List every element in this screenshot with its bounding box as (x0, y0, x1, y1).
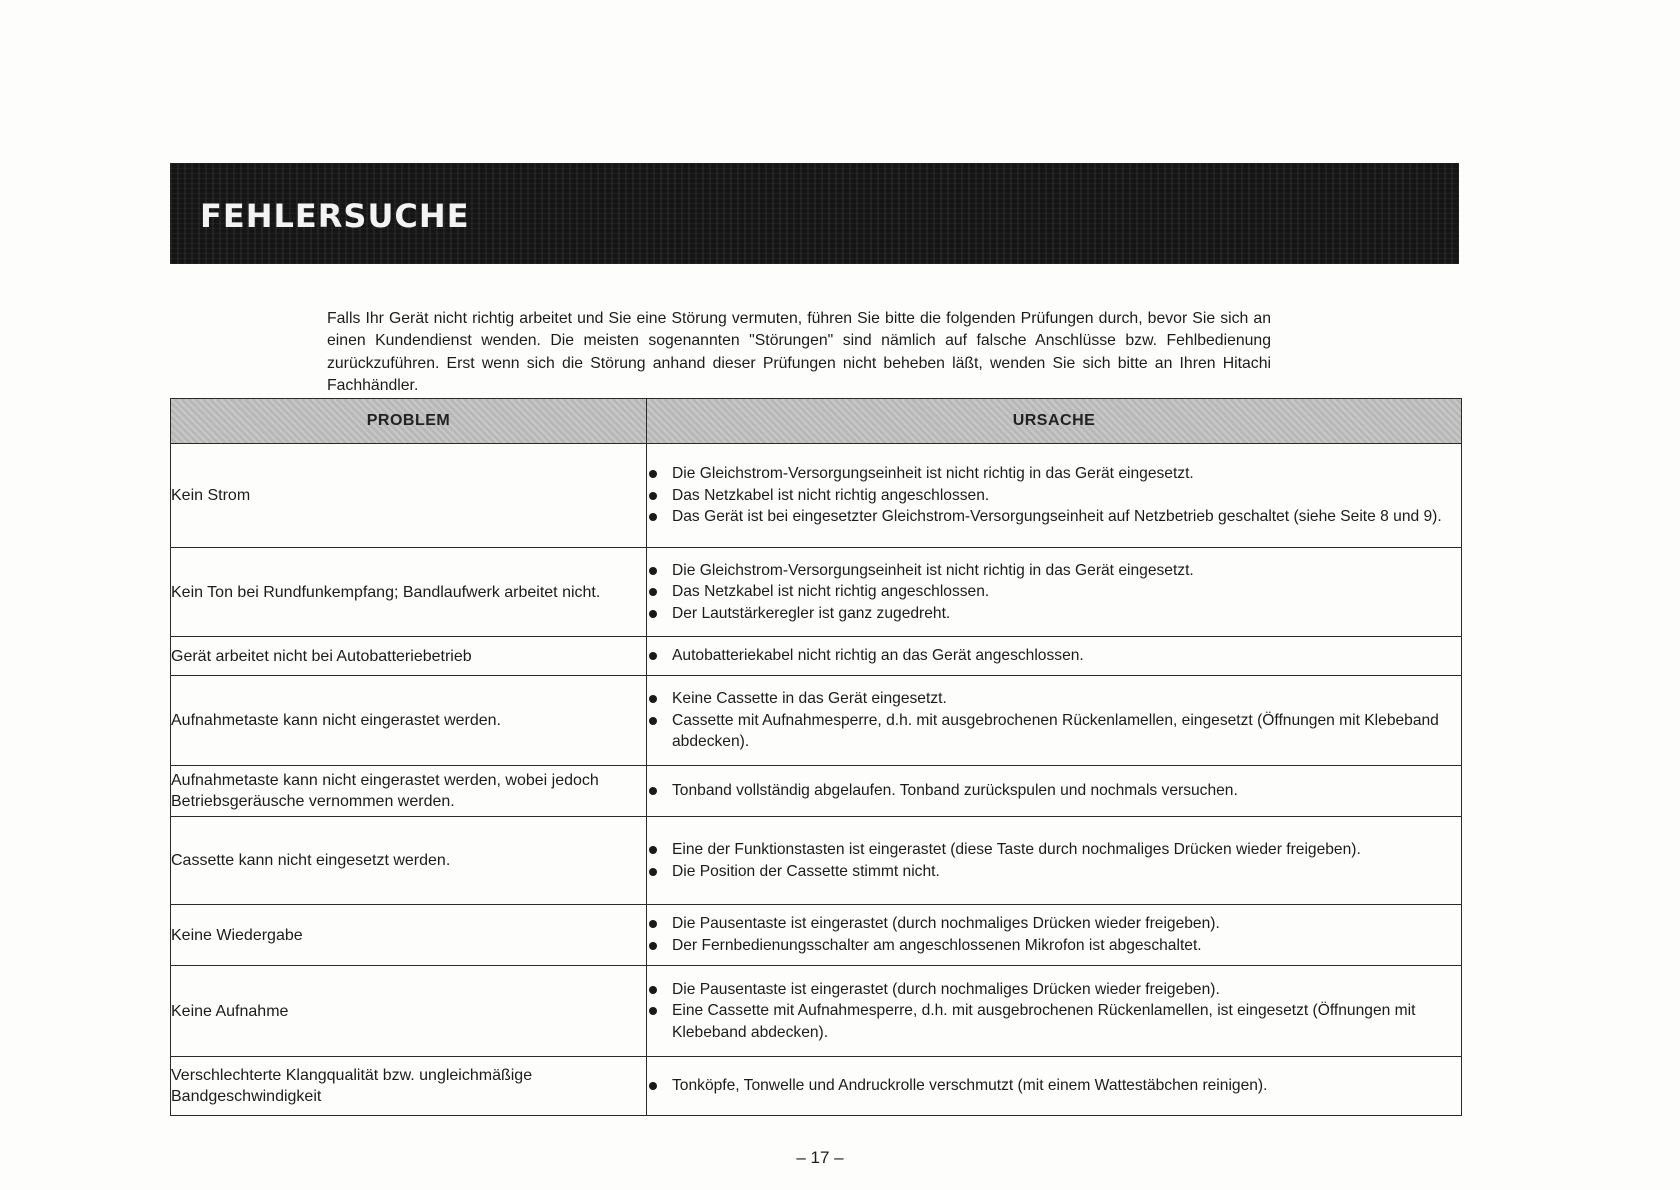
page-number: – 17 – (796, 1148, 844, 1167)
cause-item: Eine Cassette mit Aufnahmesperre, d.h. mit ausgebrochenen Rückenlamellen, ist eingesetzt (Öffnungen mit Klebeband abdecken). (647, 1000, 1461, 1043)
section-header-banner (170, 163, 1459, 264)
cause-item: Die Gleichstrom-Versorgungseinheit ist nicht richtig in das Gerät eingesetzt. (647, 463, 1461, 485)
cause-list (647, 839, 1461, 882)
cause-item: Die Gleichstrom-Versorgungseinheit ist nicht richtig in das Gerät eingesetzt. (647, 560, 1461, 582)
cause-cell (647, 1057, 1462, 1116)
cause-cell (647, 817, 1462, 905)
table-row (171, 1057, 1462, 1116)
cause-cell (647, 966, 1462, 1057)
problem-cell: Gerät arbeitet nicht bei Autobatteriebetrieb (171, 637, 647, 676)
table-row (171, 676, 1462, 766)
cause-item: Tonband vollständig abgelaufen. Tonband zurückspulen und nochmals versuchen. (647, 780, 1461, 802)
cause-item: Das Netzkabel ist nicht richtig angeschlossen. (647, 485, 1461, 507)
table-row (171, 766, 1462, 817)
problem-cell: Aufnahmetaste kann nicht eingerastet werden, wobei jedoch Betriebsgeräusche vernommen werden. (171, 766, 647, 817)
cause-list (647, 560, 1461, 625)
cause-list (647, 913, 1461, 956)
column-header-problem: PROBLEM (171, 399, 647, 444)
problem-cell: Keine Wiedergabe (171, 905, 647, 966)
cause-item: Die Pausentaste ist eingerastet (durch nochmaliges Drücken wieder freigeben). (647, 979, 1461, 1001)
cause-item: Keine Cassette in das Gerät eingesetzt. (647, 688, 1461, 710)
table-row (171, 966, 1462, 1057)
cause-item: Der Fernbedienungsschalter am angeschlossenen Mikrofon ist abgeschaltet. (647, 935, 1461, 957)
cause-cell (647, 548, 1462, 637)
troubleshooting-table (170, 398, 1462, 1116)
cause-list (647, 979, 1461, 1044)
problem-cell: Cassette kann nicht eingesetzt werden. (171, 817, 647, 905)
cause-item: Autobatteriekabel nicht richtig an das Gerät angeschlossen. (647, 645, 1461, 667)
cause-item: Der Lautstärkeregler ist ganz zugedreht. (647, 603, 1461, 625)
cause-item: Cassette mit Aufnahmesperre, d.h. mit ausgebrochenen Rückenlamellen, eingesetzt (Öffnungen mit Klebeband abdecken). (647, 710, 1461, 753)
cause-item: Das Netzkabel ist nicht richtig angeschlossen. (647, 581, 1461, 603)
cause-cell (647, 637, 1462, 676)
cause-item: Die Position der Cassette stimmt nicht. (647, 861, 1461, 883)
cause-cell (647, 905, 1462, 966)
problem-cell: Kein Ton bei Rundfunkempfang; Bandlaufwerk arbeitet nicht. (171, 548, 647, 637)
table-row (171, 905, 1462, 966)
cause-item: Eine der Funktionstasten ist eingerastet (diese Taste durch nochmaliges Drücken wieder freigeben). (647, 839, 1461, 861)
cause-cell (647, 766, 1462, 817)
problem-cell: Kein Strom (171, 444, 647, 548)
problem-cell: Aufnahmetaste kann nicht eingerastet werden. (171, 676, 647, 766)
table-header-row (171, 399, 1462, 444)
cause-item: Die Pausentaste ist eingerastet (durch nochmaliges Drücken wieder freigeben). (647, 913, 1461, 935)
cause-item: Das Gerät ist bei eingesetzter Gleichstrom-Versorgungseinheit auf Netzbetrieb geschaltet (siehe Seite 8 und 9). (647, 506, 1461, 528)
intro-paragraph: Falls Ihr Gerät nicht richtig arbeitet und Sie eine Störung vermuten, führen Sie bitte die folgenden Prüfungen durch, bevor Sie sich an einen Kundendienst wenden. Die meisten sogenannten "Störungen" sind nämlich auf falsche Anschlüsse bzw. Fehlbedienung zurückzuführen. Erst wenn sich die Störung anhand dieser Prüfungen nicht beheben läßt, wenden Sie sich bitte an Ihren Hitachi Fachhändler. (327, 309, 1271, 395)
table-row (171, 817, 1462, 905)
cause-list (647, 688, 1461, 753)
problem-cell: Keine Aufnahme (171, 966, 647, 1057)
cause-item: Tonköpfe, Tonwelle und Andruckrolle verschmutzt (mit einem Wattestäbchen reinigen). (647, 1075, 1461, 1097)
table-row (171, 548, 1462, 637)
problem-cell: Verschlechterte Klangqualität bzw. ungleichmäßige Bandgeschwindigkeit (171, 1057, 647, 1116)
cause-list (647, 645, 1461, 667)
page-title: FEHLERSUCHE (200, 197, 470, 235)
cause-cell (647, 444, 1462, 548)
cause-cell (647, 676, 1462, 766)
cause-list (647, 463, 1461, 528)
table-row (171, 637, 1462, 676)
cause-list (647, 1075, 1461, 1097)
column-header-cause: URSACHE (647, 399, 1462, 444)
cause-list (647, 780, 1461, 802)
table-row (171, 444, 1462, 548)
